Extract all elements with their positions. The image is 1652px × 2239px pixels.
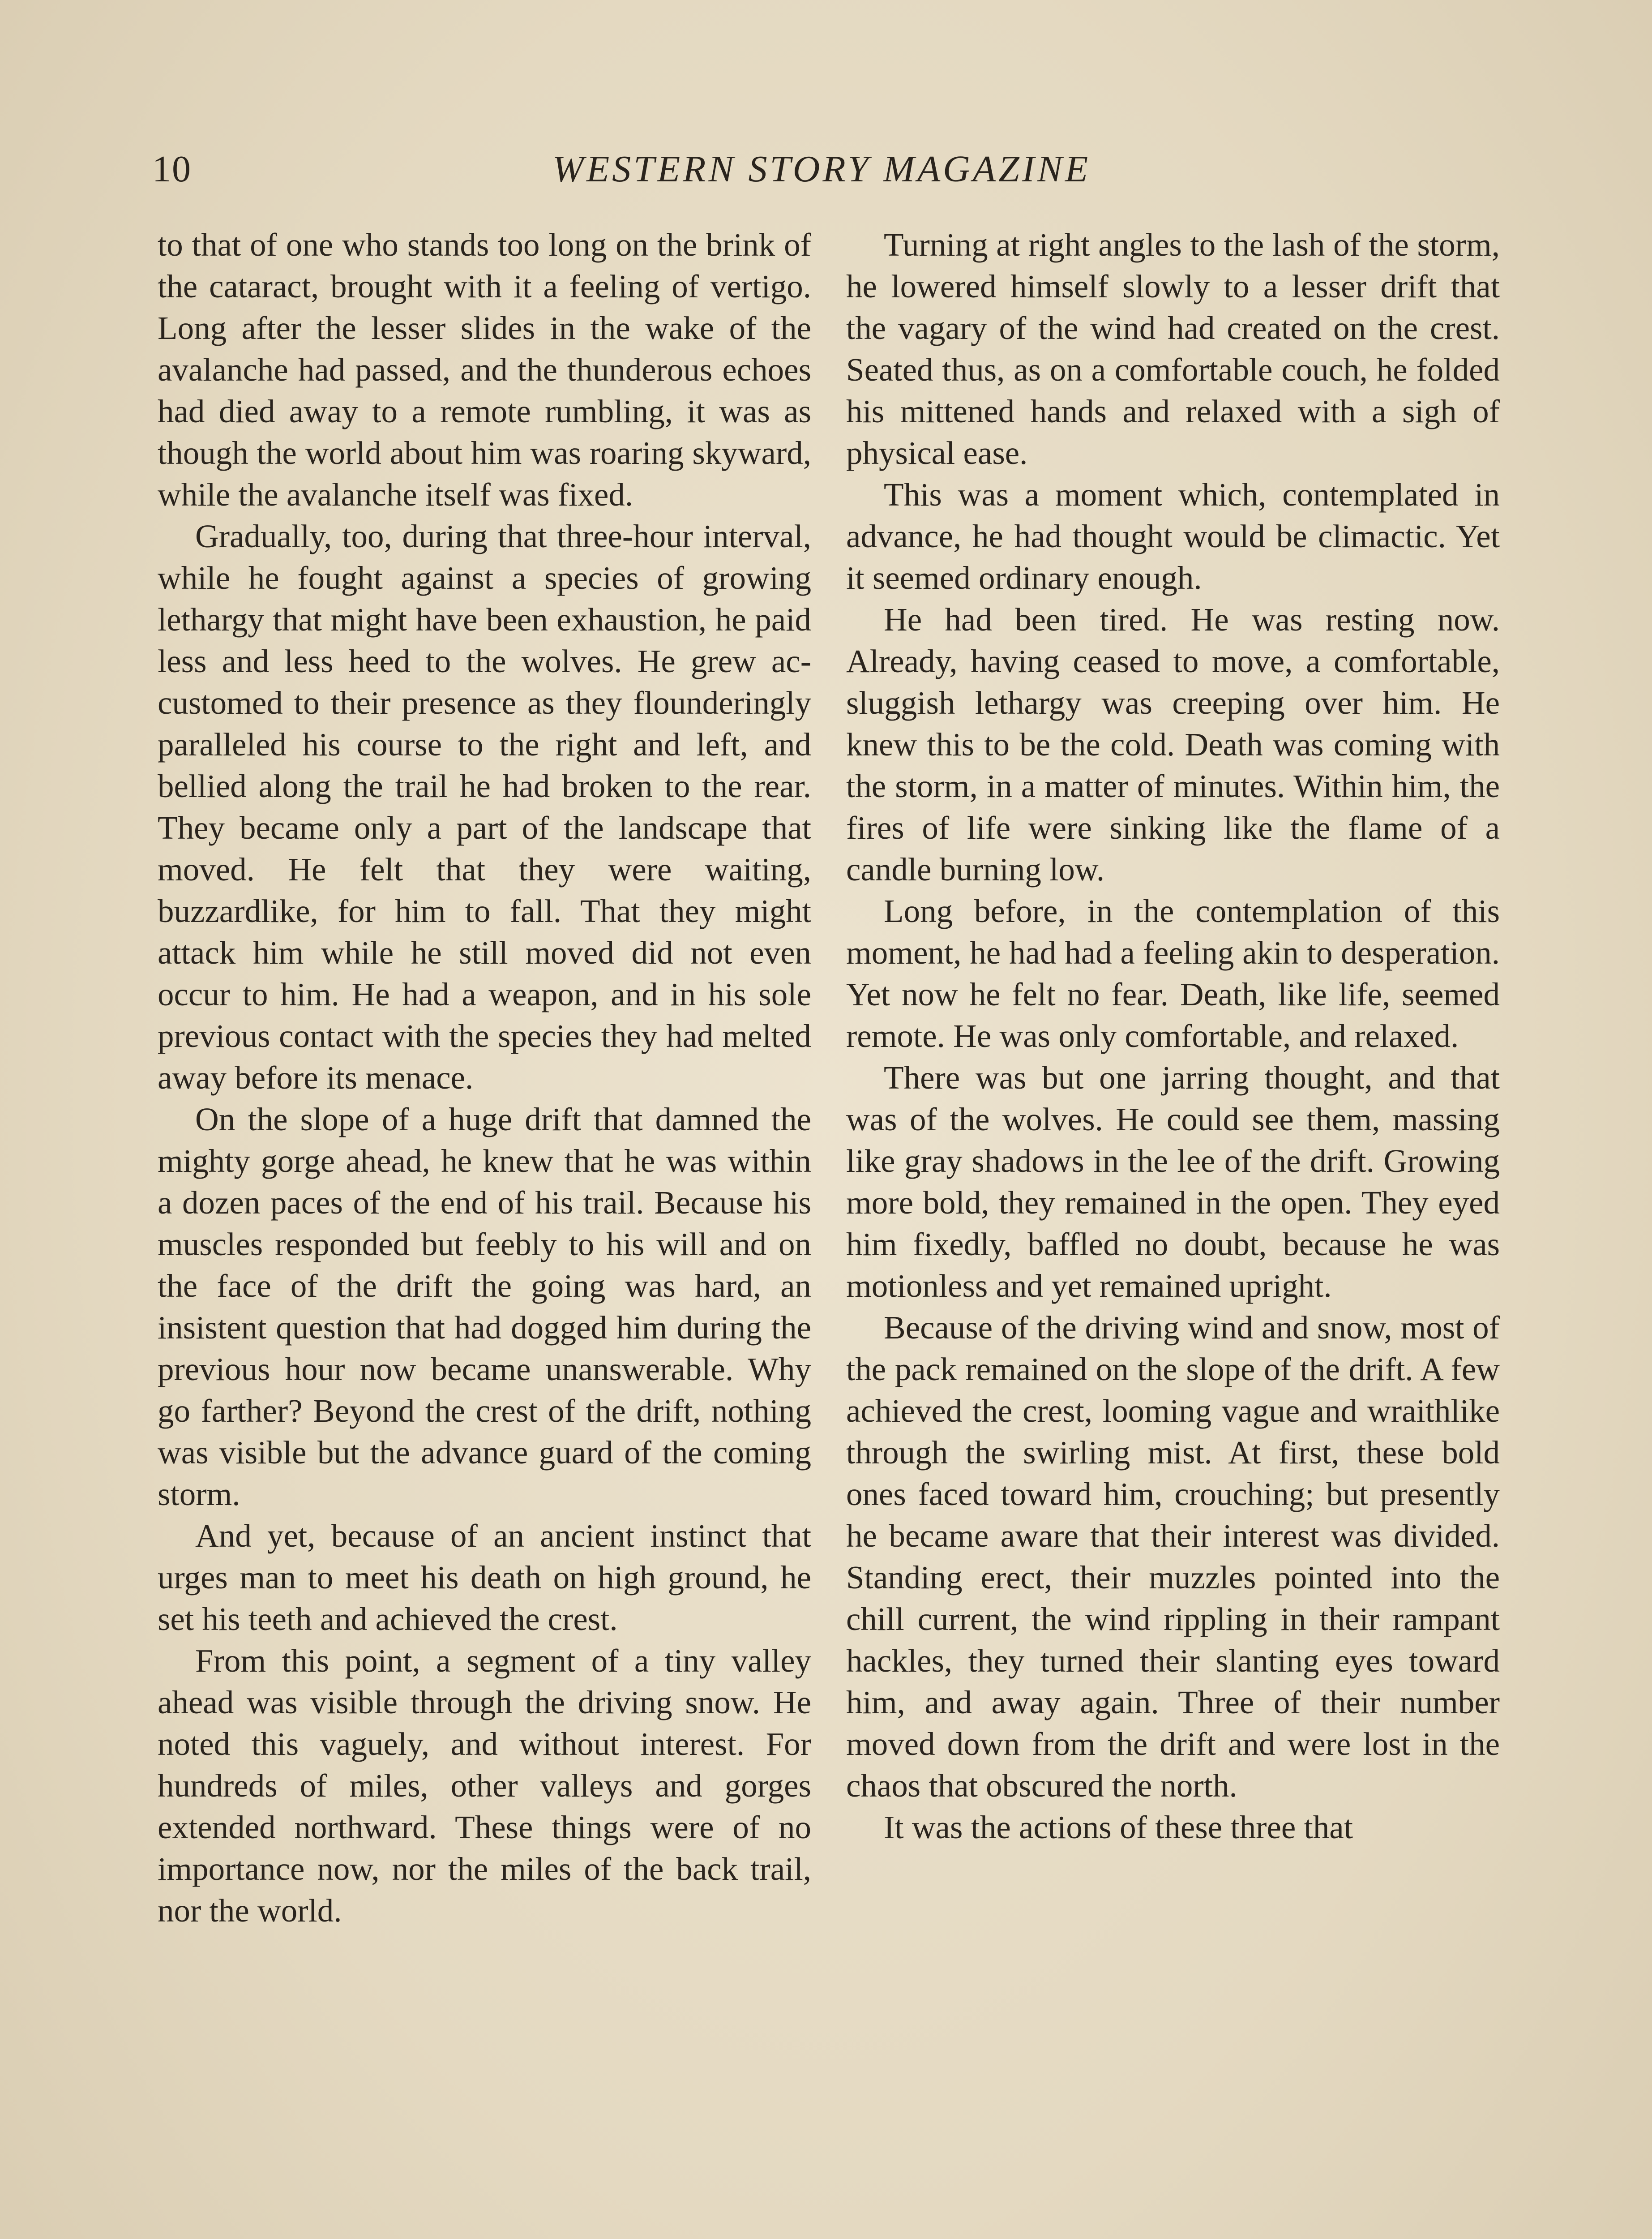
paragraph: Turning at right angles to the lash of the storm, he lowered himself slowly to a lesser drift that the vagary of the wind had created on the crest. Seated thus, as on a comfortable couch, he folded his mittened hands and relaxed with a sigh of physical ease. [846,227,1500,471]
left-column [158,224,811,1931]
paragraph: to that of one who stands too long on the brink of the cataract, brought with it a feeling of vertigo. Long after the lesser slides in the wake of the avalanche had passed, and the thunderous echoes had died away to a remote rumbling, it was as though the world about him was roaring skyward, while the avalanche itself was fixed. [158,227,811,513]
paragraph: Gradually, too, during that three-hour interval, while he fought against a species of growing lethargy that might have been exhaustion, he paid less and less heed to the wolves. He grew accustomed to their presence as they flounderingly paralleled his course to the right and left, and bellied along the trail he had broken to the rear. They became only a part of the landscape that moved. He felt that they were waiting, buzzardlike, for him to fall. That they might attack him while he still moved did not even occur to him. He had a weapon, and in his sole previous contact with the species they had melted away before its menace. [158,518,811,1096]
page-number: 10 [152,148,192,190]
paragraph: Long before, in the contemplation of this moment, he had had a feeling akin to desperation. Yet now he felt no fear. Death, like life, seemed remote. He was only comfortable, and relaxed. [846,893,1500,1054]
paragraph: This was a moment which, contemplated in advance, he had thought would be climactic. Yet it seemed ordinary enough. [846,476,1500,596]
paragraph: It was the actions of these three that [884,1809,1353,1845]
paragraph: On the slope of a huge drift that damned the mighty gorge ahead, he knew that he was within a dozen paces of the end of his trail. Because his muscles responded but feebly to his will and on the face of the drift the going was hard, an insistent question that had dogged him during the previous hour now became unanswerable. Why go farther? Beyond the crest of the drift, nothing was visible but the advance guard of the coming storm. [158,1101,811,1512]
paragraph: There was but one jarring thought, and that was of the wolves. He could see them, massing like gray shadows in the lee of the drift. Growing more bold, they remained in the open. They eyed him fixedly, baffled no doubt, because he was motionless and yet remained upright. [846,1059,1500,1304]
page-header [152,142,1491,196]
right-column [846,224,1500,1848]
paragraph: Because of the driving wind and snow, most of the pack remained on the slope of the drift. A few achieved the crest, looming vague and wraithlike through the swirling mist. At first, these bold ones faced toward him, crouching; but presently he became aware that their interest was divided. Standing erect, their muzzles pointed into the chill current, the wind rippling in their rampant hackles, they turned their slanting eyes toward him, and away again. Three of their number moved down from the drift and were lost in the chaos that obscured the north. [846,1309,1500,1804]
running-head: WESTERN STORY MAGAZINE [552,148,1091,190]
paragraph: He had been tired. He was resting now. Already, having ceased to move, a comfortable, sluggish lethargy was creeping over him. He knew this to be the cold. Death was coming with the storm, in a matter of minutes. Within him, the fires of life were sinking like the flame of a candle burning low. [846,601,1500,888]
paragraph: And yet, because of an ancient instinct that urges man to meet his death on high ground, he set his teeth and achieved the crest. [158,1518,811,1637]
paragraph: From this point, a segment of a tiny valley ahead was visible through the driving snow. He noted this vaguely, and without interest. For hundreds of miles, other valleys and gorges extended northward. These things were of no importance now, nor the miles of the back trail, nor the world. [158,1643,811,1929]
